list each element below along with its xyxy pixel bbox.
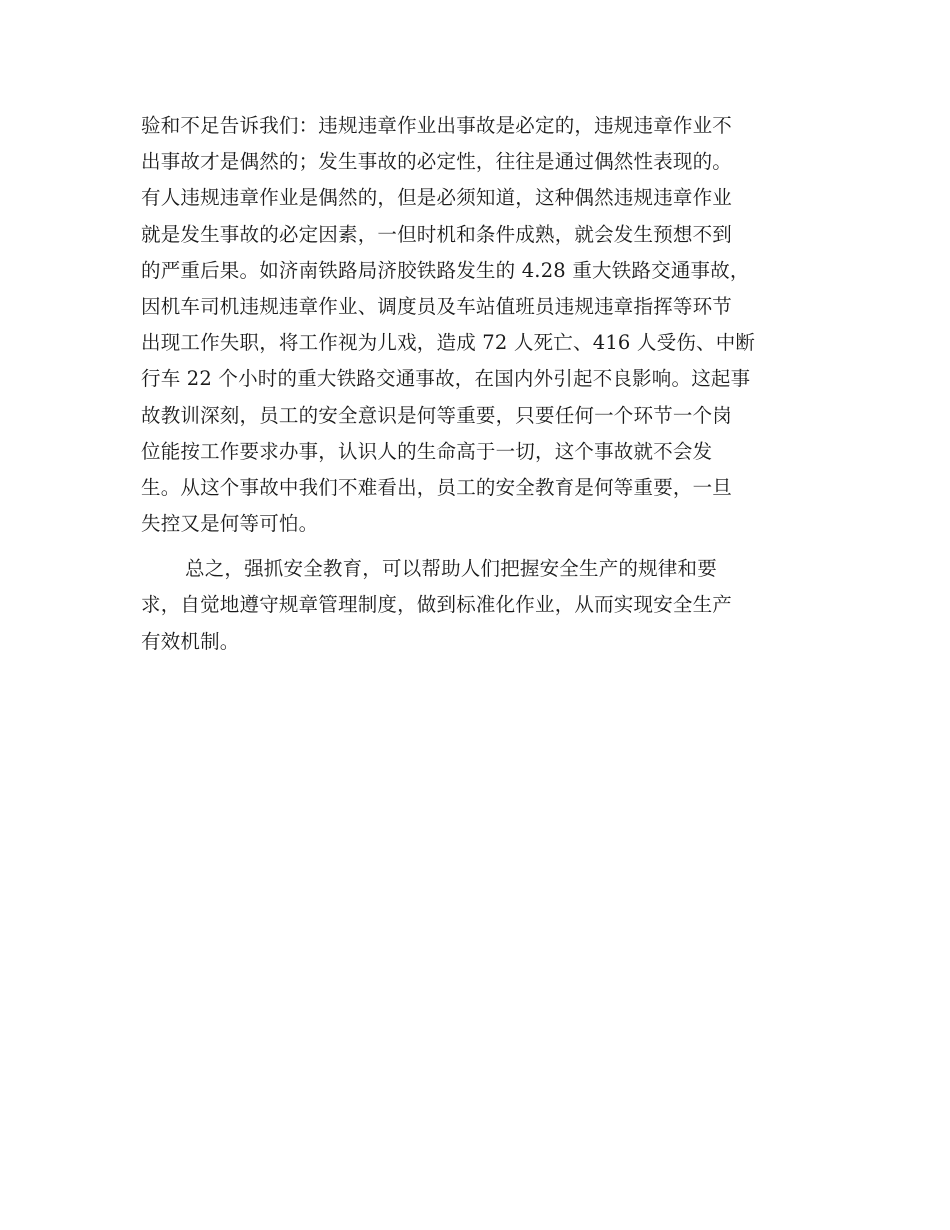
text-line: 行车 22 个小时的重大铁路交通事故，在国内外引起不良影响。这起事 <box>141 367 751 391</box>
text-line: 求，自觉地遵守规章管理制度，做到标准化作业，从而实现安全生产 <box>141 593 733 617</box>
text-line: 出现工作失职，将工作视为儿戏，造成 72 人死亡、416 人受伤、中断 <box>141 331 756 355</box>
text-line: 总之，强抓安全教育，可以帮助人们把握安全生产的规律和要 <box>185 557 717 581</box>
paragraph-spacer <box>141 542 801 551</box>
text-line: 的严重后果。如济南铁路局济胶铁路发生的 4.28 重大铁路交通事故， <box>141 258 750 282</box>
document-body <box>141 108 801 660</box>
text-line: 生。从这个事故中我们不难看出，员工的安全教育是何等重要，一旦 <box>141 475 733 499</box>
text-line: 有人违规违章作业是偶然的，但是必须知道，这种偶然违规违章作业 <box>141 186 733 210</box>
text-line: 有效机制。 <box>141 629 240 653</box>
paragraph-1 <box>141 108 801 542</box>
text-line: 因机车司机违规违章作业、调度员及车站值班员违规违章指挥等环节 <box>141 294 733 318</box>
text-line: 位能按工作要求办事，认识人的生命高于一切，这个事故就不会发 <box>141 439 713 463</box>
text-line: 失控又是何等可怕。 <box>141 512 319 536</box>
text-line: 故教训深刻，员工的安全意识是何等重要，只要任何一个环节一个岗 <box>141 403 733 427</box>
paragraph-2 <box>141 551 801 660</box>
text-line: 出事故才是偶然的；发生事故的必定性，往往是通过偶然性表现的。 <box>141 150 733 174</box>
text-line: 验和不足告诉我们：违规违章作业出事故是必定的，违规违章作业不 <box>141 114 733 137</box>
text-line: 就是发生事故的必定因素，一但时机和条件成熟，就会发生预想不到 <box>141 222 733 246</box>
